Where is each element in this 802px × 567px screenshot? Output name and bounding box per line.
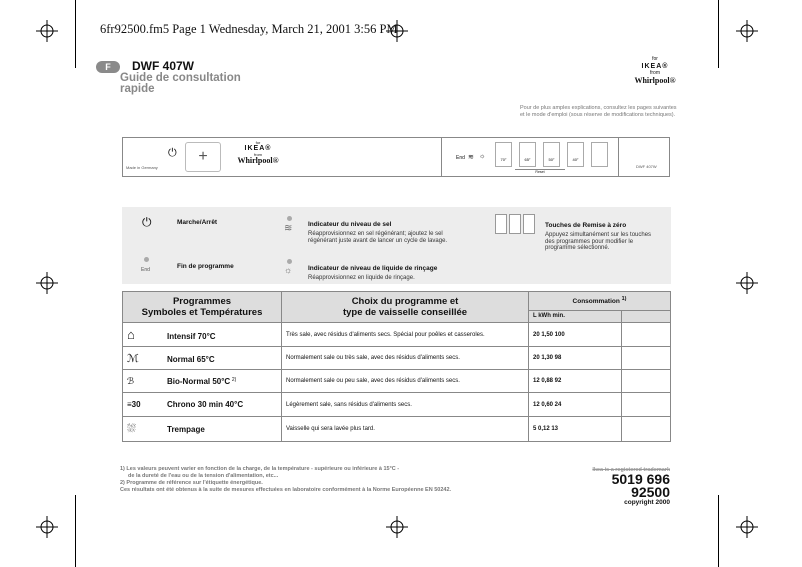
registration-mark-icon xyxy=(386,516,408,538)
registration-mark-icon xyxy=(736,516,758,538)
legend xyxy=(122,207,671,284)
info-note: Pour de plus amples explications, consultez les pages suivantes et le mode d'emploi (sous réserve de modifications techniques). xyxy=(520,105,677,118)
power-icon[interactable]: ⏻ xyxy=(168,147,177,159)
onoff-label: Marche/Arrêt xyxy=(177,219,218,226)
salt-icon: ≋ xyxy=(468,154,474,161)
salt-icon: ≋ xyxy=(284,223,293,234)
reset-text: Appuyez simultanément sur les touches des programmes pour modifier le programme sélectionné. xyxy=(545,232,652,251)
end-indicator: End xyxy=(456,155,465,161)
crop-mark xyxy=(75,0,76,68)
led-icon xyxy=(144,257,149,262)
made-in-label: Made in Germany xyxy=(126,165,158,170)
normal-glasses-icon: ℳ xyxy=(127,352,139,365)
program-button-trempage[interactable] xyxy=(591,142,608,167)
power-icon: ⏻ xyxy=(142,215,152,229)
reset-title: Touches de Remise à zéro xyxy=(545,222,627,229)
end-label: End xyxy=(141,267,150,273)
registration-mark-icon xyxy=(36,272,58,294)
crop-mark xyxy=(718,495,719,567)
salt-title: Indicateur du niveau de sel xyxy=(308,221,392,228)
control-panel xyxy=(122,137,670,177)
ikea-whirlpool-logo: for IKEA® from Whirlpool® xyxy=(634,56,676,85)
reset-buttons-icon xyxy=(495,214,535,236)
registration-mark-icon xyxy=(36,20,58,42)
soak-icon: ⛆ xyxy=(127,422,136,435)
led-icon xyxy=(287,216,292,221)
document-code: Ikea is a registered trademark 5019 696 92500 copyright 2000 xyxy=(592,467,670,506)
guide-title: Guide de consultation rapide xyxy=(120,72,241,95)
program-button-chrono[interactable]: 40° xyxy=(567,142,584,167)
registration-mark-icon xyxy=(36,516,58,538)
table-row: ℳ Normal 65°C Normalement sale ou très sale, avec des résidus d'aliments secs. 20 1,30 98 xyxy=(123,347,671,370)
programs-table xyxy=(122,291,671,442)
salt-text: Réapprovisionnez en sel régénérant; ajoutez le sel régénérant juste avant de lancer un cycle de lavage. xyxy=(308,231,448,244)
units-header: L kWh min. xyxy=(529,311,622,323)
rinse-text: Réapprovisionnez en liquide de rinçage. xyxy=(308,275,415,281)
crop-mark xyxy=(75,495,76,567)
table-row: ⛆ Trempage Vaisselle qui sera lavée plus tard. 5 0,12 13 xyxy=(123,417,671,442)
col-consumption: Consommation $^{1)}$ xyxy=(529,292,671,311)
rinse-aid-icon: ☼ xyxy=(479,153,486,160)
panel-model: DWF 407W xyxy=(636,164,657,169)
program-button-normal[interactable]: 65° xyxy=(519,142,536,167)
bio-eco-icon: ℬ xyxy=(127,375,135,386)
crop-mark xyxy=(718,0,719,68)
table-row: ⌂ Intensif 70°C Très sale, avec résidus d'aliments secs. Spécial pour poêles et casseroles. 20 1,50 100 xyxy=(123,323,671,347)
power-button[interactable]: + xyxy=(185,142,221,172)
file-header: 6fr92500.fm5 Page 1 Wednesday, March 21, 2001 3:56 PM xyxy=(100,22,398,36)
rinse-title: Indicateur de niveau de liquide de rinçage xyxy=(308,265,438,272)
reset-label: Reset xyxy=(515,169,565,174)
program-button-bio[interactable]: 50° xyxy=(543,142,560,167)
table-row: ℬ Bio-Normal 50°C $^{2)}$ Normalement sale ou peu sale, avec des résidus d'aliments secs. 12 0,88 92 xyxy=(123,370,671,393)
end-description: Fin de programme xyxy=(177,263,234,270)
registration-mark-icon xyxy=(736,272,758,294)
col-programmes: Programmes Symboles et Températures xyxy=(123,292,282,323)
intensive-pot-icon: ⌂ xyxy=(127,327,135,342)
col-choice: Choix du programme et type de vaisselle conseillée xyxy=(282,292,529,323)
rinse-aid-icon: ☼ xyxy=(284,265,293,275)
footnotes: 1) Les valeurs peuvent varier en fonction de la charge, de la température - supérieure ou inférieure à 15°C - de la dureté de l'eau ou de la tension d'alimentation, etc... 2) Programme de référence sur l'étiquette énergétique. Ces résultats ont été obtenus à la suite de mesures effectuées en laboratoire conformément à la Norme Européenne EN 50242. xyxy=(120,466,452,493)
chrono-30-icon: ≡30 xyxy=(127,400,141,409)
program-button-intensif[interactable]: 70° xyxy=(495,142,512,167)
panel-logo: for IKEA® from Whirlpool® xyxy=(237,140,279,165)
language-badge: F xyxy=(96,61,120,73)
led-icon xyxy=(287,259,292,264)
table-row: ≡30 Chrono 30 min 40°C Légèrement sale, sans résidus d'aliments secs. 12 0,60 24 xyxy=(123,393,671,417)
registration-mark-icon xyxy=(736,20,758,42)
model-title: DWF 407W xyxy=(132,59,195,73)
